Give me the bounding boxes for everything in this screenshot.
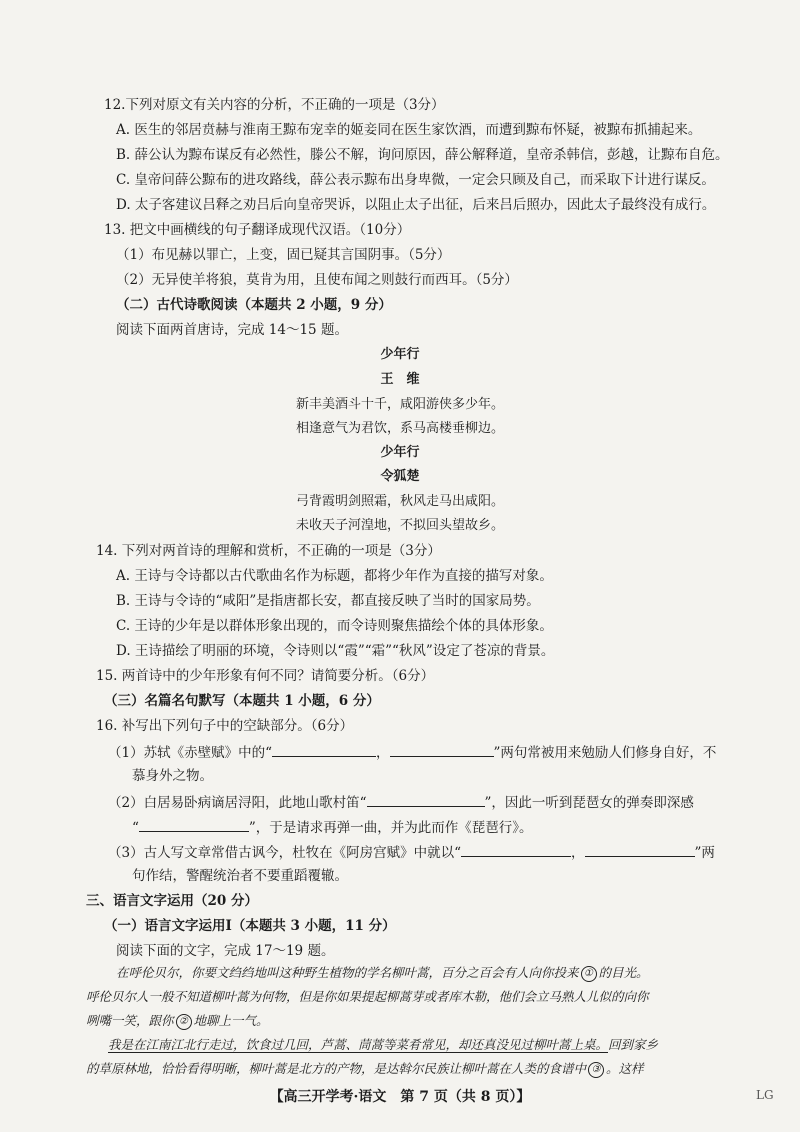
- poem2-line-1: 弓背霞明剑照霜，秋风走马出咸阳。: [295, 494, 504, 509]
- passage-line-2-text: 呼伦贝尔人一般不知道柳叶蒿为何物，但是你如果提起柳蒿芽或者库木勒，他们会立马熟人儿似的向你: [86, 989, 649, 1004]
- passage-line-5: [86, 1060, 644, 1078]
- q16-item-2-tail: ”，于是请求再弹一曲，并为此而作《琵琶行》。: [248, 820, 533, 836]
- q16-item-2: [108, 792, 694, 812]
- q16-item-3-suffix: ”两: [694, 845, 715, 861]
- passage-line-1: [116, 964, 649, 982]
- q16-blank-6[interactable]: [585, 842, 695, 857]
- marker-1: ①: [581, 966, 597, 982]
- q12-option-c: C. 皇帝问薛公黥布的进攻路线，薛公表示黥布出身卑微，一定会只顾及自己，而采取下计进行谋反。: [116, 172, 715, 188]
- section-language-subtitle: （一）语言文字运用Ⅰ（本题共 3 小题，11 分）: [104, 918, 396, 934]
- q16-blank-1[interactable]: [272, 742, 376, 757]
- q16-item-2-prefix: （2）白居易卧病谪居浔阳，此地山歌村笛“: [108, 795, 367, 811]
- q13-sentence-1: （1）布见赫以罪亡，上变，固已疑其言国阴事。（5分）: [116, 247, 451, 263]
- marker-3: ③: [588, 1062, 604, 1078]
- q16-item-1-suffix: ”两句常被用来勉励人们修身自好，不: [493, 745, 717, 761]
- passage-line-4-end: 回到家乡: [608, 1037, 659, 1052]
- q14-option-a: A. 王诗与令诗都以古代歌曲名作为标题，都将少年作为直接的描写对象。: [116, 568, 553, 584]
- q16-item-2-open-quote: “: [132, 820, 139, 836]
- passage-line-4-underlined: 我是在江南江北行走过，饮食过几回，芦蒿、茼蒿等菜肴常见，却还真没见过柳叶蒿上桌。: [108, 1037, 609, 1052]
- q12-stem: 12.下列对原文有关内容的分析，不正确的一项是（3分）: [104, 97, 445, 113]
- poem1-line-1: 新丰美酒斗十千，咸阳游侠多少年。: [295, 397, 504, 412]
- q14-option-c: C. 王诗的少年是以群体形象出现的，而令诗则聚焦描绘个体的具体形象。: [116, 618, 553, 634]
- poem1-line-2: 相逢意气为君饮，系马高楼垂柳边。: [295, 421, 504, 436]
- poem2-author: 令狐楚: [380, 469, 420, 484]
- section-language-instruction: 阅读下面的文字，完成 17～19 题。: [116, 943, 335, 959]
- passage-line-2: [86, 988, 649, 1006]
- q13-sentence-2: （2）无异使羊将狼，莫肯为用，且使布闻之则鼓行而西耳。（5分）: [116, 272, 518, 288]
- poem2-title: 少年行: [380, 445, 420, 460]
- q16-item-1-comma: ，: [376, 745, 390, 761]
- poem2-line-2: 未收天子河湟地，不拟回头望故乡。: [295, 518, 504, 533]
- q16-item-1-prefix: （1）苏轼《赤壁赋》中的“: [108, 745, 272, 761]
- poem1-author: 王 维: [380, 372, 420, 387]
- q16-item-2-continued: [132, 817, 533, 837]
- footer-code: LG: [756, 1088, 774, 1102]
- passage-line-3: [86, 1012, 269, 1030]
- q16-item-1: [108, 742, 716, 762]
- section-poetry-title: （二）古代诗歌阅读（本题共 2 小题，9 分）: [116, 297, 392, 313]
- q14-stem: 14. 下列对两首诗的理解和赏析，不正确的一项是（3分）: [96, 543, 441, 559]
- section-poetry-instruction: 阅读下面两首唐诗，完成 14～15 题。: [116, 322, 348, 338]
- passage-line-3-text: 咧嘴一笑，跟你: [86, 1013, 174, 1028]
- passage-line-4: [108, 1036, 658, 1054]
- poem1-title: 少年行: [380, 347, 420, 362]
- q12-option-d: D. 太子客建议吕释之劝吕后向皇帝哭诉，以阻止太子出征，后来吕后照办，因此太子最终没有成行。: [116, 197, 716, 213]
- q16-item-3-comma: ，: [571, 845, 585, 861]
- q16-blank-5[interactable]: [461, 842, 571, 857]
- passage-line-1-text: 在呼伦贝尔，你要文绉绉地叫这种野生植物的学名柳叶蒿，百分之百会有人向你投来: [116, 965, 579, 980]
- q15-stem: 15. 两首诗中的少年形象有何不同？请简要分析。（6分）: [96, 668, 435, 684]
- q16-item-2-suffix: ”，因此一听到琵琶女的弹奏即深感: [484, 795, 694, 811]
- q16-blank-2[interactable]: [390, 742, 494, 757]
- passage-line-5-text: 的草原林地，恰恰看得明晰，柳叶蒿是北方的产物，是达斡尔民族让柳叶蒿在人类的食谱中: [86, 1061, 587, 1076]
- q16-blank-3[interactable]: [367, 792, 485, 807]
- section-language-title: 三、语言文字运用（20 分）: [86, 893, 258, 909]
- passage-line-1-end: 的目光。: [598, 965, 649, 980]
- passage-line-5-end: 。这样: [606, 1061, 644, 1076]
- q16-blank-4[interactable]: [139, 817, 249, 832]
- passage-line-3-end: 地聊上一气。: [193, 1013, 269, 1028]
- q16-item-3: [108, 842, 715, 862]
- q16-item-3-prefix: （3）古人写文章常借古讽今，杜牧在《阿房宫赋》中就以“: [108, 845, 461, 861]
- section-dictation-title: （三）名篇名句默写（本题共 1 小题，6 分）: [104, 693, 380, 709]
- q14-option-d: D. 王诗描绘了明丽的环境，令诗则以“霞”“霜”“秋风”设定了苍凉的背景。: [116, 643, 555, 659]
- page-footer: 【高三开学考·语文 第 7 页（共 8 页）】: [269, 1089, 531, 1105]
- q14-option-b: B. 王诗与令诗的“咸阳”是指唐都长安，都直接反映了当时的国家局势。: [116, 593, 540, 609]
- q16-stem: 16. 补写出下列句子中的空缺部分。（6分）: [96, 718, 354, 734]
- q16-item-1-continued: 慕身外之物。: [132, 768, 213, 784]
- q13-stem: 13. 把文中画横线的句子翻译成现代汉语。（10分）: [104, 222, 411, 238]
- q12-option-a: A. 医生的邻居贲赫与淮南王黥布宠幸的姬妾同在医生家饮酒，而遭到黥布怀疑，被黥布抓捕起来。: [116, 122, 702, 138]
- marker-2: ②: [176, 1014, 192, 1030]
- q12-option-b: B. 薛公认为黥布谋反有必然性，滕公不解，询问原因，薛公解释道，皇帝杀韩信，彭越，让黥布自危。: [116, 147, 729, 163]
- q16-item-3-continued: 句作结，警醒统治者不要重蹈覆辙。: [132, 868, 348, 884]
